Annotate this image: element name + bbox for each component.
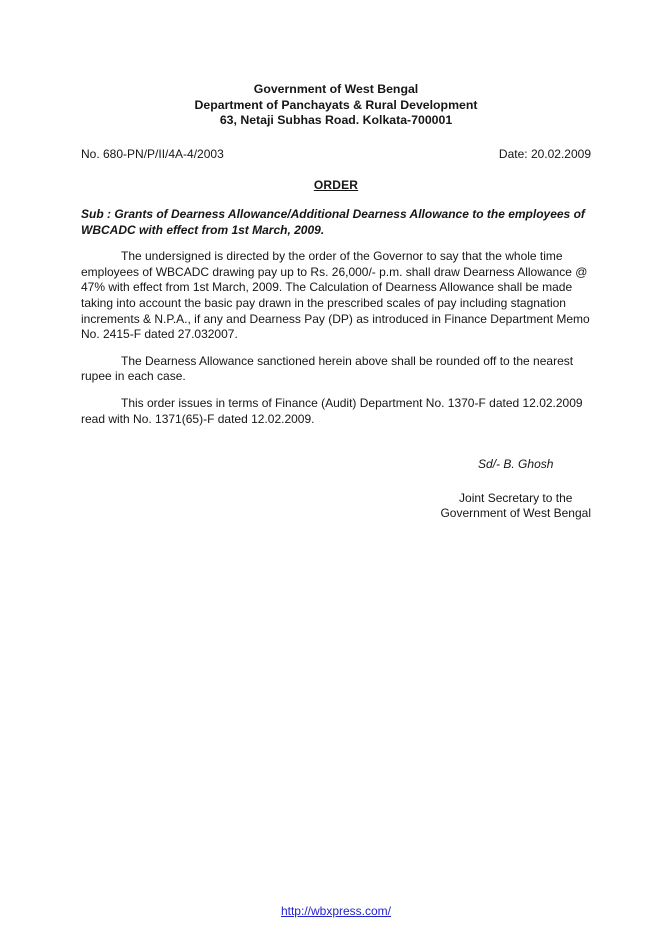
signature-block — [440, 457, 591, 522]
order-heading — [81, 178, 591, 194]
reference-row — [81, 147, 591, 163]
body-paragraph-2: The Dearness Allowance sanctioned herein above shall be rounded off to the nearest rupee in each case. — [81, 353, 574, 384]
designation-line-1: Joint Secretary to the — [459, 490, 573, 505]
memo-number: No. 680-PN/P/II/4A-4/2003 — [81, 146, 224, 161]
page-footer — [0, 904, 672, 920]
signatory-name: Sd/- B. Ghosh — [478, 457, 554, 472]
signature-area — [81, 457, 591, 522]
letterhead-address: 63, Netaji Subhas Road. Kolkata-700001 — [219, 113, 453, 128]
signatory-designation — [440, 491, 591, 522]
order-heading-text: ORDER — [313, 178, 359, 193]
memo-date: Date: 20.02.2009 — [498, 146, 591, 161]
wbxpress-link[interactable]: http://wbxpress.com/ — [280, 904, 392, 919]
designation-line-2: Government of West Bengal — [440, 506, 591, 521]
body-paragraph-1: The undersigned is directed by the order of the Governor to say that the whole time employees of WBCADC drawing pay up to Rs. 26,000/- p.m. shall draw Dearness Allowance @ 47% with effect from 1st March, 2009. The Calculation of Dearness Allowance shall be made taking into account the basic pay drawn in the prescribed scales of pay including stagnation increments & N.P.A., if any and Dearness Pay (DP) as introduced in Finance Department Memo No. 2415-F dated 27.032007. — [81, 249, 590, 342]
body-paragraph-3: This order issues in terms of Finance (Audit) Department No. 1370-F dated 12.02.2009 read with No. 1371(65)-F dated 12.02.2009. — [81, 395, 583, 426]
letterhead — [81, 82, 591, 129]
letterhead-department: Department of Panchayats & Rural Development — [194, 97, 478, 112]
letterhead-government: Government of West Bengal — [253, 82, 419, 96]
subject-line: Sub : Grants of Dearness Allowance/Additional Dearness Allowance to the employees of WBCADC with effect from 1st March, 2009. — [81, 206, 585, 237]
